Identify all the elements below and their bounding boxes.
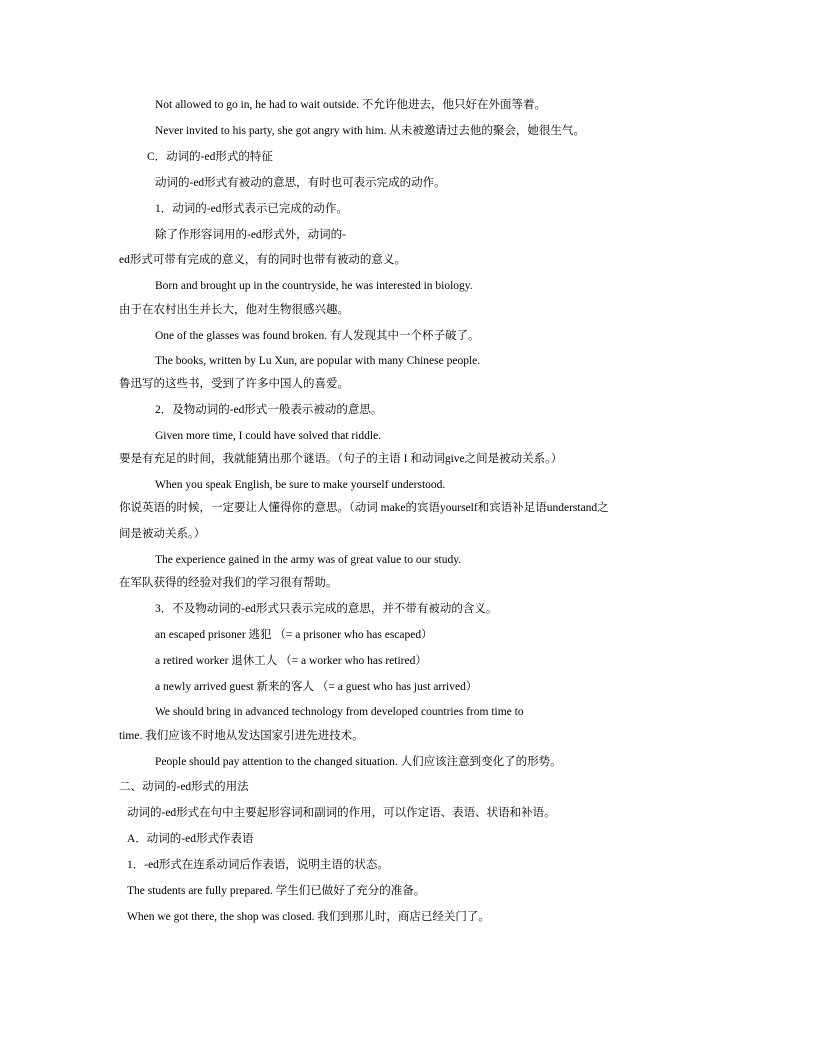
example-sentence: People should pay attention to the changed situation. 人们应该注意到变化了的形势。 xyxy=(155,756,562,768)
example-sentence: One of the glasses was found broken. 有人发现其中一个杯子破了。 xyxy=(155,330,480,342)
translation: time. 我们应该不时地从发达国家引进先进技术。 xyxy=(119,730,364,742)
example-sentence: The students are fully prepared. 学生们已做好了充分的准备。 xyxy=(127,885,426,897)
subsection-heading: 3．不及物动词的-ed形式只表示完成的意思，并不带有被动的含义。 xyxy=(155,603,498,615)
subsection-heading: 1．-ed形式在连系动词后作表语，说明主语的状态。 xyxy=(127,859,389,871)
subsection-heading: 1．动词的-ed形式表示已完成的动作。 xyxy=(155,203,348,215)
example-phrase: an escaped prisoner 逃犯 （= a prisoner who has escaped） xyxy=(155,629,433,641)
translation: 间是被动关系。） xyxy=(119,528,206,540)
example-sentence: The experience gained in the army was of great value to our study. xyxy=(155,554,462,566)
example-sentence: Born and brought up in the countryside, he was interested in biology. xyxy=(155,280,473,292)
translation: 要是有充足的时间，我就能猜出那个谜语。（句子的主语 I 和动词give之间是被动关系。） xyxy=(119,453,563,465)
text-line: 动词的-ed形式有被动的意思，有时也可表示完成的动作。 xyxy=(155,177,446,189)
translation: 鲁迅写的这些书，受到了许多中国人的喜爱。 xyxy=(119,378,349,390)
translation: 由于在农村出生并长大，他对生物很感兴趣。 xyxy=(119,304,349,316)
translation: 在军队获得的经验对我们的学习很有帮助。 xyxy=(119,577,338,589)
text-line: Never invited to his party, she got angry with him. 从未被邀请过去他的聚会，她很生气。 xyxy=(155,125,585,137)
text-line: ed形式可带有完成的意义，有的同时也带有被动的意义。 xyxy=(119,254,406,266)
example-phrase: a newly arrived guest 新来的客人 （= a guest who has just arrived） xyxy=(155,681,478,693)
example-sentence: When you speak English, be sure to make yourself understood. xyxy=(155,479,446,491)
section-heading: A．动词的-ed形式作表语 xyxy=(127,833,254,845)
example-sentence: We should bring in advanced technology from developed countries from time to xyxy=(155,706,524,718)
subsection-heading: 2．及物动词的-ed形式一般表示被动的意思。 xyxy=(155,404,383,416)
text-line: Not allowed to go in, he had to wait outside. 不允许他进去，他只好在外面等着。 xyxy=(155,99,546,111)
section-heading: 二、动词的-ed形式的用法 xyxy=(119,781,249,793)
text-line: 除了作形容词用的-ed形式外，动词的- xyxy=(155,229,347,241)
text-line: 动词的-ed形式在句中主要起形容词和副词的作用，可以作定语、表语、状语和补语。 xyxy=(127,807,556,819)
example-sentence: When we got there, the shop was closed. 我们到那儿时，商店已经关门了。 xyxy=(127,911,490,923)
example-sentence: The books, written by Lu Xun, are popular with many Chinese people. xyxy=(155,355,481,367)
example-phrase: a retired worker 退休工人 （= a worker who has retired） xyxy=(155,655,427,667)
section-heading: C．动词的-ed形式的特征 xyxy=(147,151,273,163)
example-sentence: Given more time, I could have solved that riddle. xyxy=(155,430,382,442)
translation: 你说英语的时候，一定要让人懂得你的意思。（动词 make的宾语yourself和宾语补足语understand之 xyxy=(119,502,609,514)
